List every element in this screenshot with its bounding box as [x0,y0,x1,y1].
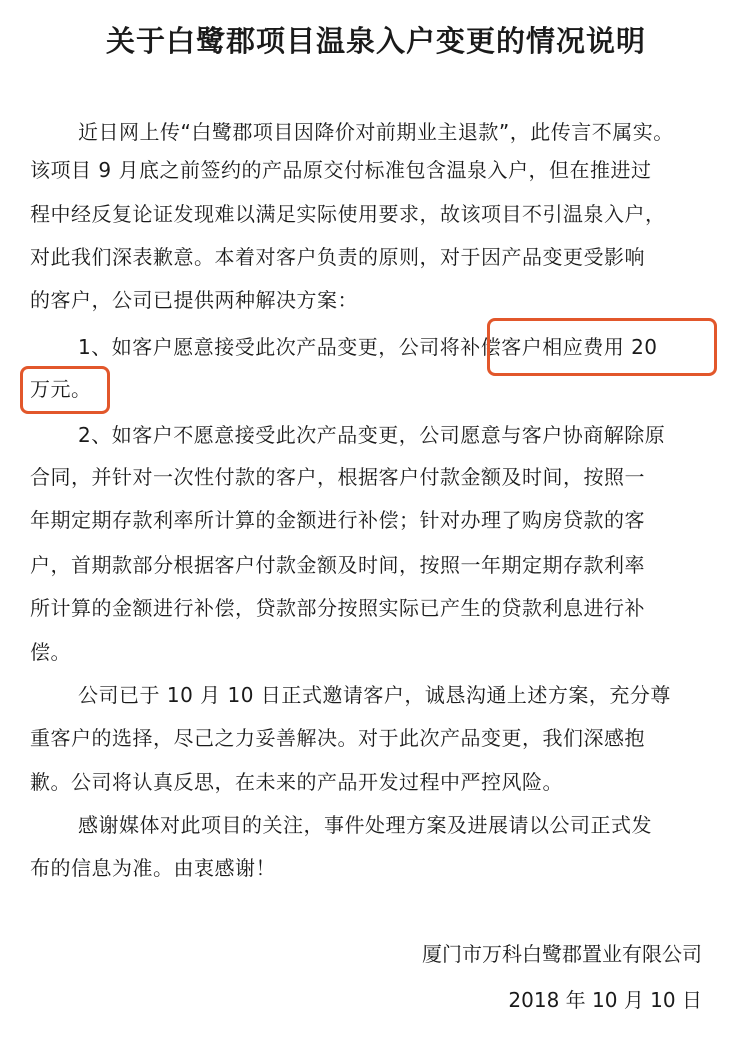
text-line-13: 偿。 [30,640,71,664]
text-line-12: 所计算的金额进行补偿，贷款部分按照实际已产生的贷款利息进行补 [30,596,645,620]
text-line-17: 感谢媒体对此项目的关注，事件处理方案及进展请以公司正式发 [78,813,652,837]
highlight-box-compensation [487,318,717,376]
text-line-11: 户，首期款部分根据客户付款金额及时间，按照一年期定期存款利率 [30,553,645,577]
text-line-9: 合同，并针对一次性付款的客户，根据客户付款金额及时间，按照一 [30,465,645,489]
text-line-14: 公司已于 10 月 10 日正式邀请客户，诚恳沟通上述方案，充分尊 [78,683,671,707]
text-line-15: 重客户的选择，尽己之力妥善解决。对于此次产品变更，我们深感抱 [30,726,645,750]
highlight-box-amount [20,366,110,414]
signature-date: 2018 年 10 月 10 日 [508,988,702,1012]
text-line-7: 万元。 [30,377,92,401]
text-line-6: 1、如客户愿意接受此次产品变更，公司将补偿客户相应费用 20 [78,335,658,359]
text-line-1: 近日网上传“白鹭郡项目因降价对前期业主退款”，此传言不属实。 [78,120,674,144]
text-line-3: 程中经反复论证发现难以满足实际使用要求，故该项目不引温泉入户， [30,202,666,226]
text-line-2: 该项目 9 月底之前签约的产品原交付标准包含温泉入户，但在推进过 [30,158,652,182]
text-line-16: 歉。公司将认真反思，在未来的产品开发过程中严控风险。 [30,770,563,794]
signature-company: 厦门市万科白鹭郡置业有限公司 [422,942,702,966]
text-line-10: 年期定期存款利率所计算的金额进行补偿；针对办理了购房贷款的客 [30,508,645,532]
text-line-5: 的客户，公司已提供两种解决方案： [30,288,358,312]
document-title: 关于白鹭郡项目温泉入户变更的情况说明 [105,24,646,58]
text-line-18: 布的信息为准。由衷感谢！ [30,856,276,880]
text-line-8: 2、如客户不愿意接受此次产品变更，公司愿意与客户协商解除原 [78,423,666,447]
text-line-4: 对此我们深表歉意。本着对客户负责的原则，对于因产品变更受影响 [30,245,645,269]
